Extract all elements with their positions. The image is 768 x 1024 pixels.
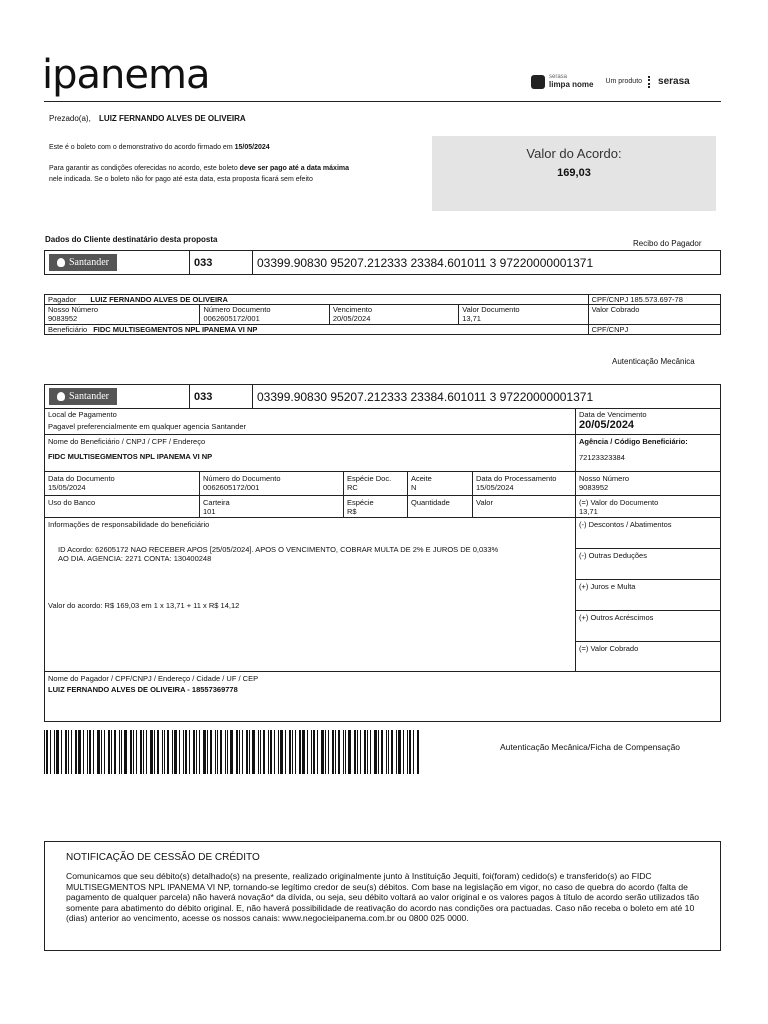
descontos-cell	[576, 518, 721, 549]
recibo-num-doc-cell	[200, 305, 329, 325]
barcode-bar	[44, 730, 45, 774]
barcode-bar	[378, 730, 379, 774]
barcode-bar	[164, 730, 165, 774]
barcode-bar	[227, 730, 228, 774]
barcode-bar	[83, 730, 84, 774]
carteira-cell	[200, 496, 344, 518]
barcode-bar	[403, 730, 404, 774]
outros-acrescimos-cell	[576, 611, 721, 642]
ficha-beneficiario-value: FIDC MULTISEGMENTOS NPL IPANEMA VI NP	[48, 452, 213, 461]
barcode-bar	[210, 730, 212, 774]
barcode-bar	[108, 730, 110, 774]
barcode-bar	[354, 730, 356, 774]
barcode-bar	[367, 730, 368, 774]
barcode-bar	[398, 730, 401, 774]
notificacao-body: Comunicamos que seu débito(s) detalhado(s) na presente, realizado originalmente junto à Instituição Jequiti, foi(foram) cedido(s) e transferido(s) ao FIDC MULTISEGMENTOS NPL IPANEMA VI NP, tornando-se legítimo credor de seu(s) débitos. Com base na legislação em vigor, no caso de quebra do acordo (falta de pagamento de qualquer parcela) não haverá novação* da dívida, ou seja, seu débito voltará ao valor original e os valores pagos à título de acordo serão utilizados tão somente para abatimento do débito original. E, não haverá possibilidade de reativação do acordo nas condições ora pactuadas. Caso não receba o boleto em até 10 (dias) anterior ao vencimento, acesse os nossos canais: www.negocieipanema.com.br ou 0800 025 0000.	[66, 871, 700, 923]
barcode-bar	[199, 730, 200, 774]
ficha-compensacao-label: Autenticação Mecânica/Ficha de Compensação	[500, 742, 681, 752]
valor-acordo-label: Valor do Acordo:	[526, 146, 622, 161]
barcode-bar	[332, 730, 334, 774]
barcode-bar	[97, 730, 100, 774]
ficha-table	[44, 408, 721, 722]
barcode-bar	[111, 730, 112, 774]
valor-doc-label: Valor Documento	[462, 305, 520, 314]
barcode-bar	[104, 730, 105, 774]
numero-documento-label: Número do Documento	[203, 474, 281, 483]
barcode-bar	[381, 730, 383, 774]
bank-name: Santander	[69, 257, 109, 268]
recibo-nosso-numero-cell	[45, 305, 200, 325]
barcode-bar	[413, 730, 414, 774]
vencimento-value: 20/05/2024	[332, 314, 371, 323]
barcode-bar	[143, 730, 144, 774]
barcode-bar	[302, 730, 305, 774]
quantidade-cell	[408, 496, 473, 518]
partner-name: limpa nome	[549, 80, 594, 89]
barcode-bar	[313, 730, 315, 774]
especie-label: Espécie	[347, 498, 374, 507]
beneficiario-cell	[45, 435, 576, 472]
recibo-code-bar	[44, 250, 721, 275]
barcode-bar	[89, 730, 91, 774]
barcode-bar	[183, 730, 184, 774]
valor-documento-label: (=) Valor do Documento	[579, 498, 659, 507]
bank-logo-cell-2	[45, 385, 190, 408]
barcode-bar	[258, 730, 259, 774]
notificacao-title: NOTIFICAÇÃO DE CESSÃO DE CRÉDITO	[66, 852, 260, 863]
ficha-valor-cobrado-label: (=) Valor Cobrado	[579, 644, 639, 653]
barcode-bar	[78, 730, 81, 774]
outras-deducoes-label: (-) Outras Deduções	[579, 551, 647, 560]
numero-documento-cell	[200, 472, 344, 496]
barcode-bar	[357, 730, 358, 774]
instrucoes-line-3: Valor do acordo: R$ 169,03 em 1 x 13,71 + 11 x R$ 14,12	[48, 601, 240, 610]
outras-deducoes-cell	[576, 549, 721, 580]
barcode-bar	[348, 730, 351, 774]
barcode-bar	[215, 730, 216, 774]
recibo-pagador-cell	[45, 295, 589, 305]
santander-logo-2	[49, 388, 117, 405]
descontos-label: (-) Descontos / Abatimentos	[579, 520, 672, 529]
intro-line-3: nele indicada. Se o boleto não for pago até esta data, esta proposta ficará sem efeito	[49, 176, 313, 183]
barcode-bar	[121, 730, 122, 774]
autenticacao-mecanica-label: Autenticação Mecânica	[612, 357, 695, 366]
ficha-beneficiario-label: Nome do Beneficiário / CNPJ / CPF / Endereço	[48, 437, 206, 446]
barcode-bar	[150, 730, 153, 774]
intro-text-2-bold: deve ser pago até a data máxima	[239, 165, 350, 172]
barcode-bar	[220, 730, 222, 774]
santander-flame-icon-2	[57, 392, 65, 401]
barcode-bar	[311, 730, 312, 774]
especie-doc-label: Espécie Doc.	[347, 474, 392, 483]
santander-flame-icon	[57, 258, 65, 267]
barcode-bar	[230, 730, 233, 774]
valor-acordo-value: 169,03	[557, 167, 591, 179]
ipanema-logo: ipanema	[42, 52, 210, 98]
valor-cell	[473, 496, 576, 518]
valor-label: Valor	[476, 498, 493, 507]
especie-value: R$	[347, 507, 357, 516]
barcode-bar	[370, 730, 371, 774]
data-vencimento-value: 20/05/2024	[579, 419, 635, 431]
barcode-bar	[386, 730, 387, 774]
digitable-line[interactable]: 03399.90830 95207.212333 23384.601011 3 97220000001371	[257, 255, 594, 270]
barcode-bar	[239, 730, 240, 774]
especie-doc-cell	[344, 472, 408, 496]
local-pagamento-value: Pagavel preferencialmente em qualquer agencia Santander	[48, 422, 247, 431]
barcode-bar	[321, 730, 324, 774]
juros-multa-cell	[576, 580, 721, 611]
section-client-title: Dados do Cliente destinatário desta proposta	[45, 235, 218, 244]
barcode-bar	[236, 730, 238, 774]
barcode-bar	[260, 730, 261, 774]
pagador-name: LUIZ FERNANDO ALVES DE OLIVEIRA	[90, 295, 228, 304]
barcode-bar	[374, 730, 377, 774]
barcode-bar	[364, 730, 366, 774]
agreement-date: 15/05/2024	[234, 144, 270, 151]
bank-logo-cell	[45, 251, 190, 274]
barcode-bar	[167, 730, 169, 774]
greeting	[49, 114, 246, 123]
barcode-bar	[203, 730, 206, 774]
limpa-nome-icon	[531, 75, 545, 89]
pagador-cell	[45, 672, 721, 722]
barcode-bar	[335, 730, 336, 774]
data-documento-cell	[45, 472, 200, 496]
barcode-bar	[417, 730, 419, 774]
recibo-table	[44, 294, 721, 335]
barcode-bar	[391, 730, 393, 774]
data-vencimento-label: Data de Vencimento	[579, 410, 647, 419]
instrucoes-line-2: AO DIA. AGENCIA: 2271 CONTA: 130400248	[58, 554, 212, 563]
intro-line-2	[49, 165, 434, 172]
barcode-bar	[285, 730, 286, 774]
greeting-name: LUIZ FERNANDO ALVES DE OLIVEIRA	[99, 114, 246, 123]
barcode-bar	[75, 730, 77, 774]
instrucoes-label: Informações de responsabilidade do beneficiário	[48, 520, 210, 529]
data-vencimento-cell	[576, 409, 721, 435]
um-produto-text: Um produto	[605, 78, 643, 85]
barcode-bar	[225, 730, 226, 774]
data-processamento-label: Data do Processamento	[476, 474, 557, 483]
intro-text-2: Para garantir as condições oferecidas no acordo, este boleto	[49, 165, 240, 172]
barcode-bar	[56, 730, 59, 774]
aceite-label: Aceite	[411, 474, 432, 483]
barcode-bar	[93, 730, 94, 774]
greeting-label: Prezado(a),	[49, 114, 91, 123]
quantidade-label: Quantidade	[411, 498, 450, 507]
barcode-bar	[71, 730, 72, 774]
agencia-value: 72123323384	[579, 453, 625, 462]
recibo-valor-cobrado-cell	[588, 305, 720, 325]
barcode-bar	[196, 730, 197, 774]
intro-text-1: Este é o boleto com o demonstrativo do acordo firmado em	[49, 144, 235, 151]
recibo-vencimento-cell	[329, 305, 458, 325]
barcode-bar	[87, 730, 88, 774]
barcode-bar	[325, 730, 326, 774]
barcode-bar	[185, 730, 187, 774]
valor-cobrado-label: Valor Cobrado	[591, 305, 640, 314]
barcode-bar	[242, 730, 243, 774]
uso-banco-label: Uso do Banco	[48, 498, 96, 507]
header-divider	[44, 101, 721, 102]
num-doc-value: 0062605172/001	[203, 314, 260, 323]
vencimento-label: Vencimento	[332, 305, 373, 314]
barcode-bar	[133, 730, 134, 774]
data-processamento-cell	[473, 472, 576, 496]
barcode-bar	[249, 730, 250, 774]
barcode-bar	[179, 730, 180, 774]
data-processamento-value: 15/05/2024	[476, 483, 514, 492]
barcode-bar	[54, 730, 55, 774]
barcode-bar	[289, 730, 291, 774]
especie-doc-value: RC	[347, 483, 358, 492]
barcode-bar	[46, 730, 48, 774]
barcode-bar	[50, 730, 51, 774]
recibo-beneficiario-cell	[45, 325, 589, 335]
barcode-bar	[270, 730, 272, 774]
bank-code-2: 033	[190, 385, 253, 408]
especie-cell	[344, 496, 408, 518]
barcode-bar	[292, 730, 293, 774]
bank-code: 033	[190, 251, 253, 274]
ficha-pagador-value: LUIZ FERNANDO ALVES DE OLIVEIRA - 18557369778	[48, 685, 238, 694]
ficha-pagador-label: Nome do Pagador / CPF/CNPJ / Endereço / Cidade / UF / CEP	[48, 674, 259, 683]
barcode-bar	[130, 730, 132, 774]
barcode-bar	[114, 730, 116, 774]
barcode-bar	[119, 730, 120, 774]
barcode-bar	[193, 730, 195, 774]
outros-acrescimos-label: (+) Outros Acréscimos	[579, 613, 654, 622]
digitable-line-2[interactable]: 03399.90830 95207.212333 23384.601011 3 97220000001371	[257, 389, 594, 404]
barcode-bar	[101, 730, 102, 774]
barcode-bar	[409, 730, 411, 774]
bank-name-2: Santander	[69, 391, 109, 402]
juros-multa-label: (+) Juros e Multa	[579, 582, 636, 591]
valor-doc-value: 13,71	[462, 314, 481, 323]
ficha-nosso-numero-value: 9083952	[579, 483, 609, 492]
barcode-bar	[280, 730, 283, 774]
beneficiario-label: Beneficiário	[48, 325, 88, 334]
local-pagamento-cell	[45, 409, 576, 435]
aceite-value: N	[411, 483, 417, 492]
nosso-numero-cell	[576, 472, 721, 496]
recibo-valor-doc-cell	[459, 305, 588, 325]
agencia-label: Agência / Código Beneficiário:	[579, 437, 688, 446]
barcode-bar	[328, 730, 329, 774]
barcode-bar	[246, 730, 248, 774]
barcode-bar	[317, 730, 318, 774]
barcode-bar	[299, 730, 301, 774]
barcode-bar	[307, 730, 308, 774]
recibo-cpf-cnpj-cell: CPF/CNPJ	[588, 325, 720, 335]
aceite-cell	[408, 472, 473, 496]
barcode-bar	[295, 730, 296, 774]
partner-branding	[531, 74, 690, 89]
nosso-numero-value: 9083952	[48, 314, 78, 323]
barcode-bar	[68, 730, 69, 774]
notificacao-box	[44, 841, 721, 951]
barcode-bar	[338, 730, 340, 774]
ficha-nosso-numero-label: Nosso Número	[579, 474, 630, 483]
pagador-label: Pagador	[48, 295, 77, 304]
valor-documento-cell	[576, 496, 721, 518]
barcode-bar	[268, 730, 269, 774]
carteira-value: 101	[203, 507, 216, 516]
barcode-bar	[207, 730, 208, 774]
barcode-bar	[157, 730, 159, 774]
santander-logo	[49, 254, 117, 271]
barcode-bar	[388, 730, 389, 774]
barcode-bar	[343, 730, 344, 774]
serasa-text: serasa	[658, 76, 690, 87]
barcode-bar	[189, 730, 190, 774]
valor-documento-value: 13,71	[579, 507, 598, 516]
num-doc-label: Número Documento	[203, 305, 271, 314]
agencia-cell	[576, 435, 721, 472]
barcode-bar	[263, 730, 265, 774]
instrucoes-line-1: ID Acordo: 62605172 NAO RECEBER APOS [25/05/2024]. APOS O VENCIMENTO, COBRAR MULTA DE 2% E JUROS DE 0,033%	[58, 545, 499, 554]
limpa-nome-logo	[549, 74, 593, 89]
barcode	[44, 730, 422, 774]
data-documento-value: 15/05/2024	[48, 483, 86, 492]
local-pagamento-label: Local de Pagamento	[48, 410, 117, 419]
cpf-label: CPF/CNPJ	[591, 295, 629, 304]
barcode-bar	[345, 730, 346, 774]
instrucoes-cell	[45, 518, 576, 672]
barcode-bar	[65, 730, 67, 774]
barcode-bar	[162, 730, 163, 774]
partner-small-text: serasa	[549, 74, 568, 80]
barcode-bar	[172, 730, 173, 774]
barcode-bar	[154, 730, 155, 774]
barcode-bar	[407, 730, 408, 774]
beneficiario-name: FIDC MULTISEGMENTOS NPL IPANEMA VI NP	[93, 325, 258, 334]
barcode-bar	[278, 730, 279, 774]
barcode-bar	[140, 730, 142, 774]
barcode-bar	[146, 730, 147, 774]
carteira-label: Carteira	[203, 498, 230, 507]
nosso-numero-label: Nosso Número	[48, 305, 99, 314]
barcode-bar	[174, 730, 177, 774]
recibo-pagador-label: Recibo do Pagador	[633, 239, 702, 248]
barcode-bar	[136, 730, 137, 774]
ficha-code-bar	[44, 384, 721, 409]
barcode-bar	[360, 730, 361, 774]
numero-documento-value: 0062605172/001	[203, 483, 260, 492]
barcode-bar	[61, 730, 62, 774]
barcode-bar	[217, 730, 218, 774]
uso-banco-cell	[45, 496, 200, 518]
barcode-bar	[396, 730, 397, 774]
serasa-icon	[648, 76, 656, 88]
barcode-bar	[124, 730, 127, 774]
valor-acordo-box	[432, 136, 716, 211]
intro-line-1	[49, 144, 434, 151]
recibo-cpf-cell	[588, 295, 720, 305]
serasa-logo	[648, 76, 690, 88]
cpf-value: 185.573.697-78	[630, 295, 683, 304]
barcode-bar	[274, 730, 275, 774]
valor-cobrado-cell	[576, 642, 721, 672]
data-documento-label: Data do Documento	[48, 474, 115, 483]
barcode-bar	[252, 730, 255, 774]
